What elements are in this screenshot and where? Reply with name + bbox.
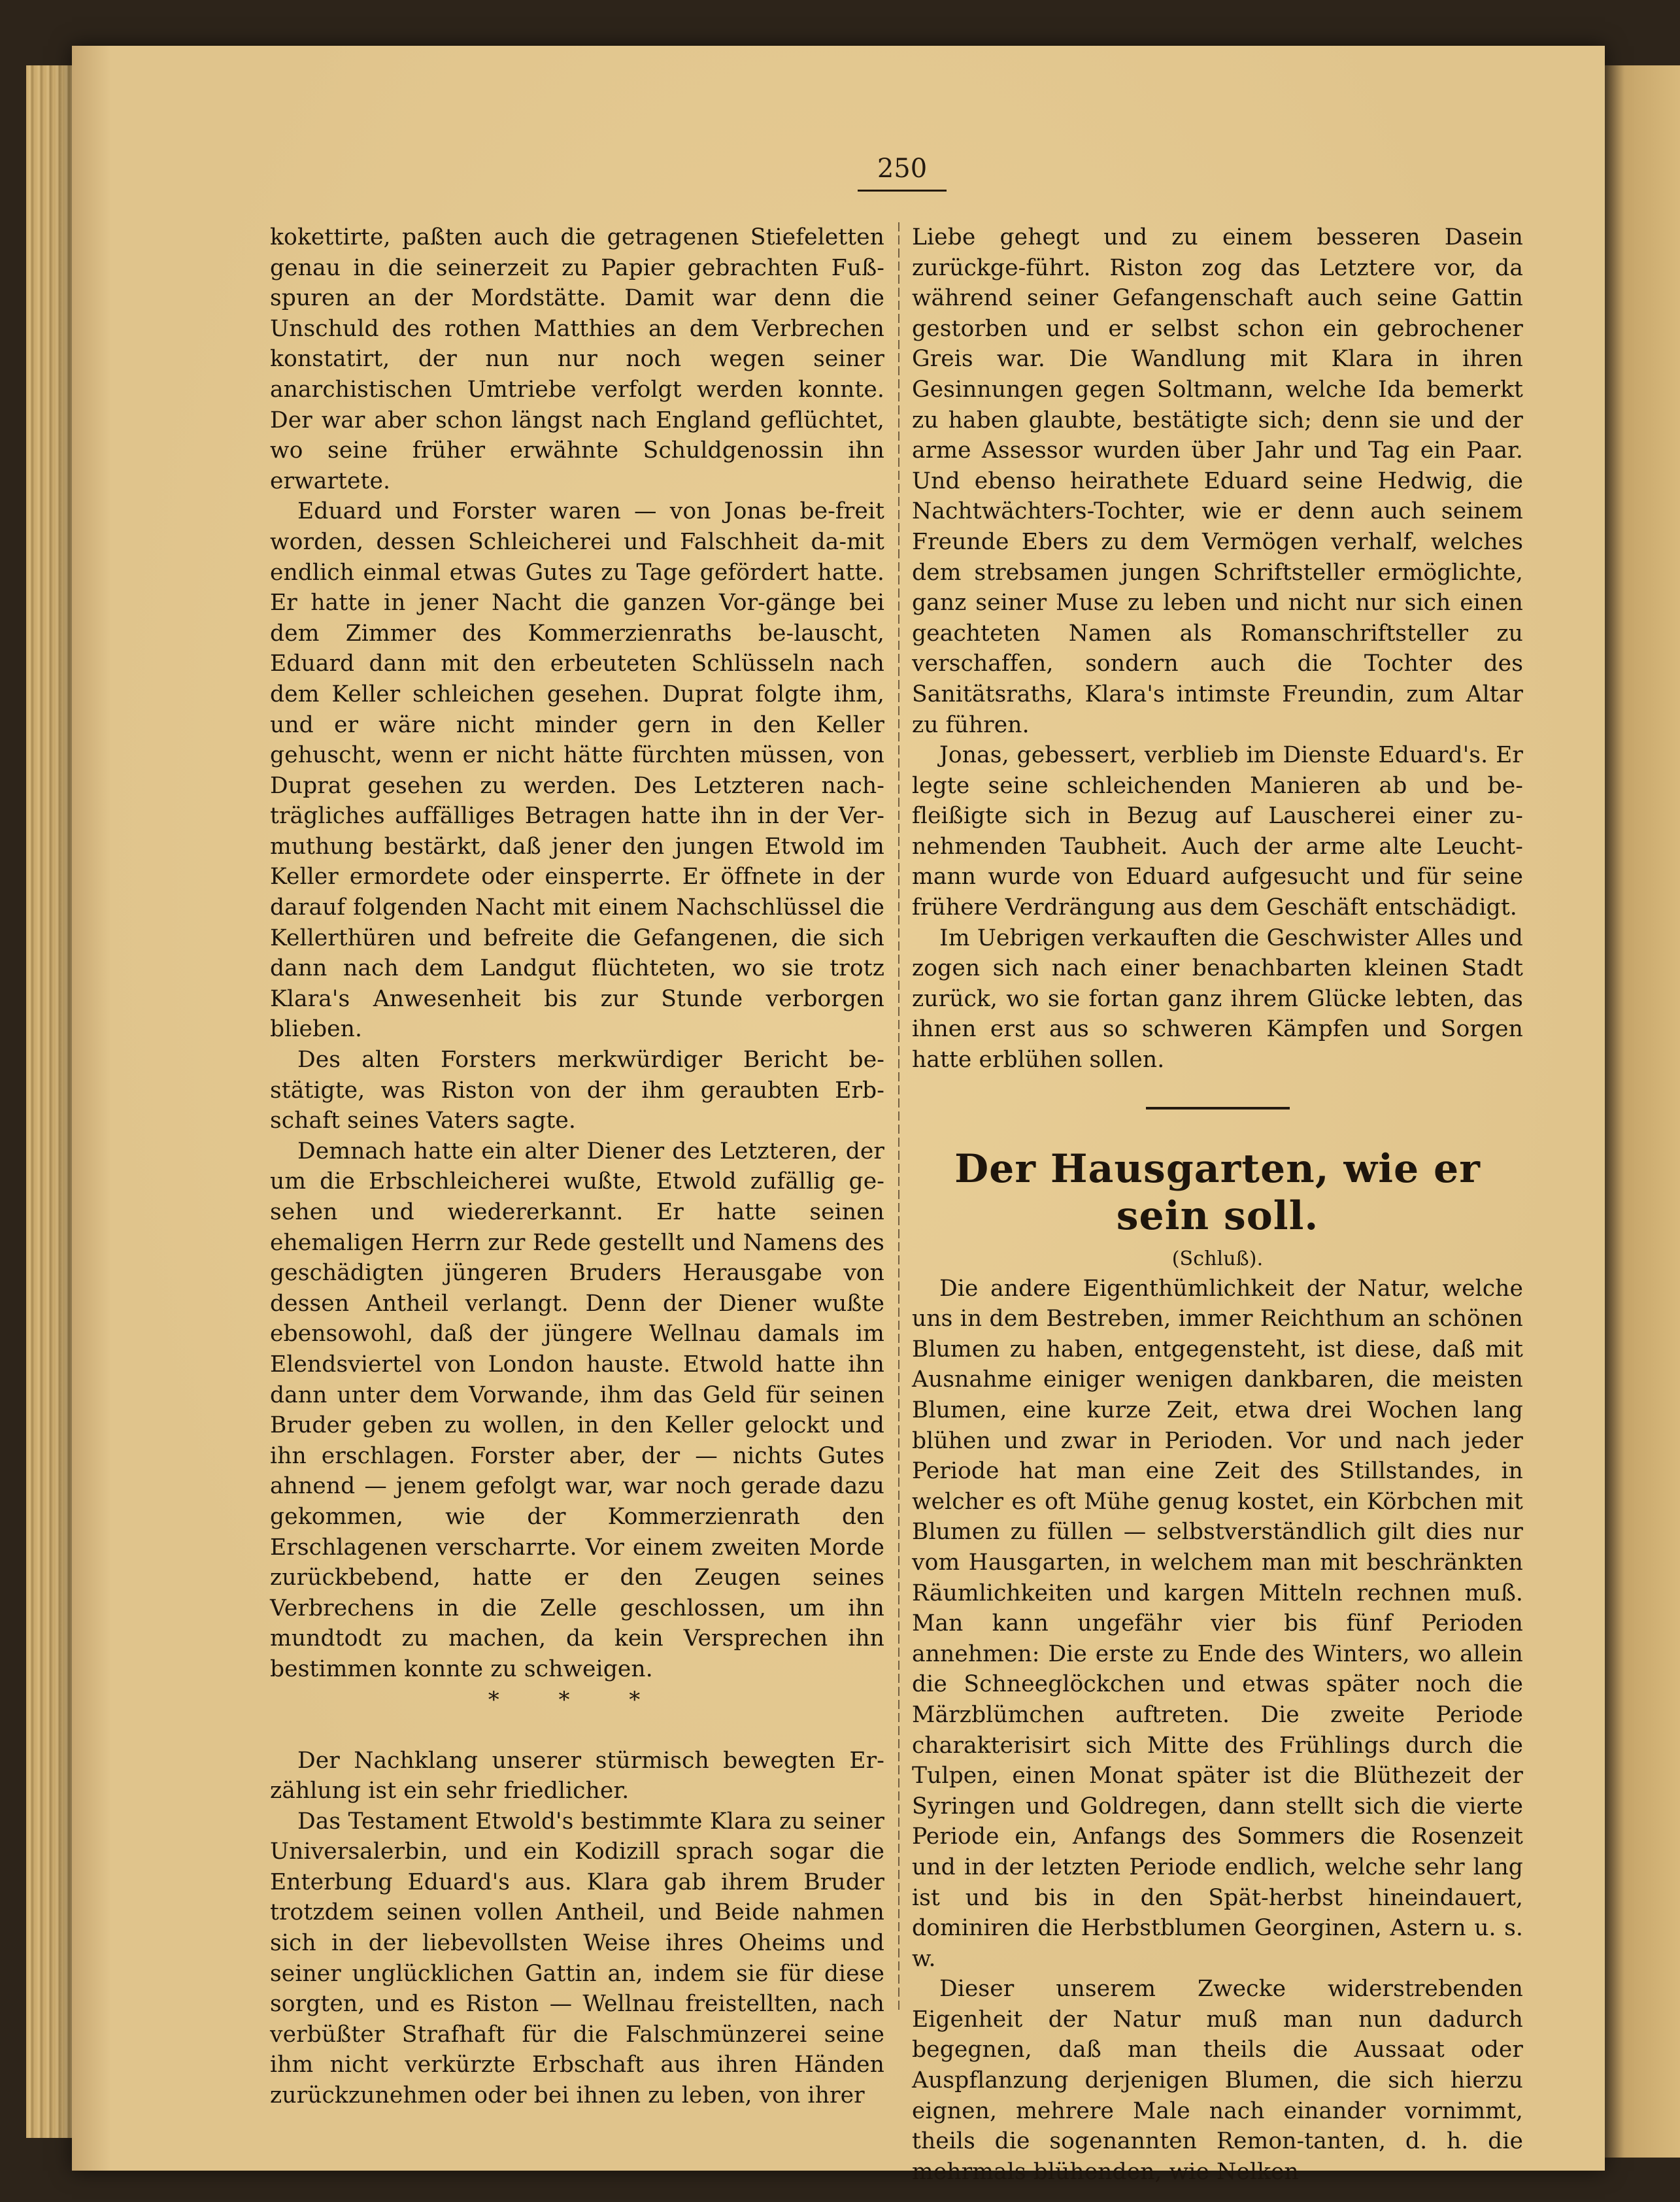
left-paragraphs-after [270, 1746, 884, 2111]
paragraph: Dieser unserem Zwecke widerstrebenden Eigenheit der Natur muß man nun dadurch begegnen, daß man theils die Aussaat oder Auspflanzung derjenigen Blumen, die sich hierzu eignen, mehrere Male nach einander vornimmt, theils die sogenannten Remon-tanten, d. h. die mehrmals blühenden, wie Nelken [912, 1976, 1523, 2185]
right-paragraphs [912, 222, 1523, 1076]
facing-page-edge [1605, 65, 1680, 2158]
paragraph: Liebe gehegt und zu einem besseren Dasein zurückge-führt. Riston zog das Letztere vor, da während seiner Gefangenschaft auch seine Gattin gestorben und er selbst schon ein gebrochener Greis war. Die Wandlung mit Klara in ihren Gesinnungen gegen Soltmann, welche Ida bemerkt zu haben glaubte, bestätigte sich; denn sie und der arme Assessor wurden über Jahr und Tag ein Paar. Und ebenso heirathete Eduard seine Hedwig, die Nachtwächters-Tochter, wie er denn auch seinem Freunde Ebers zu dem Vermögen verhalf, welches dem strebsamen jungen Schriftsteller ermöglichte, ganz seiner Muse zu leben und nicht nur sich einen geachteten Namen als Romanschriftsteller zu verschaffen, sondern auch die Tochter des Sanitätsraths, Klara's intimste Freundin, zum Altar zu führen. [912, 224, 1523, 738]
page-number-rule [858, 190, 947, 192]
paragraph: kokettirte, paßten auch die getragenen Stiefeletten genau in die seinerzeit zu Papier gebrachten Fuß-spuren an der Mordstätte. Damit war denn die Unschuld des rothen Matthies an dem Verbrechen konstatirt, der nun nur noch wegen seiner anarchistischen Umtriebe verfolgt werden konnte. Der war aber schon längst nach England geflüchtet, wo seine früher erwähnte Schuldgenossin ihn erwartete. [270, 224, 884, 494]
column-divider [898, 222, 899, 2014]
paragraph: Die andere Eigenthümlichkeit der Natur, welche uns in dem Bestreben, immer Reichthum an schönen Blumen zu haben, entgegensteht, ist diese, daß mit Ausnahme einiger wenigen dankbaren, die meisten Blumen, eine kurze Zeit, etwa drei Wochen lang blühen und zwar in Perioden. Vor und nach jeder Periode hat man eine Zeit des Stillstandes, in welcher es oft Mühe genug kostet, ein Körbchen mit Blumen zu füllen — selbstverständlich gilt dies nur vom Hausgarten, in welchem man mit beschränkten Räumlichkeiten und kargen Mitteln rechnen muß. Man kann ungefähr vier bis fünf Perioden annehmen: Die erste zu Ende des Winters, wo allein die Schneeglöckchen und etwas später noch die Märzblümchen auftreten. Die zweite Periode charakterisirt sich Mitte des Frühlings durch die Tulpen, einen Monat später ist die Blüthezeit der Syringen und Goldregen, dann stellt sich die vierte Periode ein, Anfangs des Sommers die Rosenzeit und in der letzten Periode endlich, welche sehr lang ist und bis in den Spät-herbst hineindauert, dominiren die Herbstblumen Georginen, Astern u. s. w. [912, 1275, 1523, 1972]
section-rule [1146, 1107, 1290, 1109]
right-column [912, 222, 1523, 2187]
paragraph: Jonas, gebessert, verblieb im Dienste Eduard's. Er legte seine schleichenden Manieren ab und be-fleißigte sich in Bezug auf Lauscherei einer zu-nehmenden Taubheit. Auch der arme alte Leucht-mann wurde von Eduard aufgesucht und für seine frühere Verdrängung aus dem Geschäft entschädigt. [912, 742, 1523, 921]
asterism-break: * * * [488, 1686, 667, 1713]
left-column [270, 222, 884, 2111]
page-number: 250 [877, 154, 928, 184]
paragraph: Im Uebrigen verkauften die Geschwister Alles und zogen sich nach einer benachbarten kleinen Stadt zurück, wo sie fortan ganz ihrem Glücke lebten, das ihnen erst aus so schweren Kämpfen und Sorgen hatte erblühen sollen. [912, 924, 1523, 1074]
paragraph: Demnach hatte ein alter Diener des Letzteren, der um die Erbschleicherei wußte, Etwold zufällig ge-sehen und wiedererkannt. Er hatte seinen ehemaligen Herrn zur Rede gestellt und Namens des geschädigten jüngeren Bruders Herausgabe von dessen Antheil verlangt. Denn der Diener wußte ebensowohl, daß der jüngere Wellnau damals im Elendsviertel von London hauste. Etwold hatte ihn dann unter dem Vorwande, ihm das Geld für seinen Bruder geben zu wollen, in den Keller gelockt und ihn erschlagen. Forster aber, der — nichts Gutes ahnend — jenem gefolgt war, war noch gerade dazu gekommen, wie der Kommerzienrath den Erschlagenen verscharrte. Vor einem zweiten Morde zurückbebend, hatte er den Zeugen seines Verbrechens in die Zelle geschlossen, um ihn mundtodt zu machen, da kein Versprechen ihn bestimmen konnte zu schweigen. [270, 1138, 884, 1682]
paragraph: Des alten Forsters merkwürdiger Bericht be-stätigte, was Riston von der ihm geraubten Erb-schaft seines Vaters sagte. [270, 1047, 884, 1134]
left-paragraphs [270, 222, 884, 1685]
right-paragraphs-after [912, 1274, 1523, 2188]
section-subtitle: (Schluß). [1171, 1247, 1264, 1270]
section-title: Der Hausgarten, wie er sein soll. [954, 1145, 1481, 1239]
paragraph: Das Testament Etwold's bestimmte Klara zu seiner Universalerbin, und ein Kodizill sprach sogar die Enterbung Eduard's aus. Klara gab ihrem Bruder trotzdem seinen vollen Antheil, und Beide nahmen sich in der liebevollsten Weise ihres Oheims und seiner unglücklichen Gattin an, indem sie für diese sorgten, und es Riston — Wellnau freistellten, nach verbüßter Strafhaft für die Falschmünzerei seine ihm nicht verkürzte Erbschaft aus ihren Händen zurückzunehmen oder bei ihnen zu leben, von ihrer [270, 1808, 884, 2109]
paragraph: Der Nachklang unserer stürmisch bewegten Er-zählung ist ein sehr friedlicher. [270, 1747, 884, 1804]
paragraph: Eduard und Forster waren — von Jonas be-freit worden, dessen Schleicherei und Falschheit da-mit endlich einmal etwas Gutes zu Tage gefördert hatte. Er hatte in jener Nacht die ganzen Vor-gänge bei dem Zimmer des Kommerzienraths be-lauscht, Eduard dann mit den erbeuteten Schlüsseln nach dem Keller schleichen gesehen. Duprat folgte ihm, und er wäre nicht minder gern in den Keller gehuscht, wenn er nicht hätte fürchten müssen, von Duprat gesehen zu werden. Des Letzteren nach-trägliches auffälliges Betragen hatte ihn in der Ver-muthung bestärkt, daß jener den jungen Etwold im Keller ermordete oder einsperrte. Er öffnete in der darauf folgenden Nacht mit einem Nachschlüssel die Kellerthüren und befreite die Gefangenen, die sich dann nach dem Landgut flüchteten, wo sie trotz Klara's Anwesenheit bis zur Stunde verborgen blieben. [270, 498, 884, 1043]
